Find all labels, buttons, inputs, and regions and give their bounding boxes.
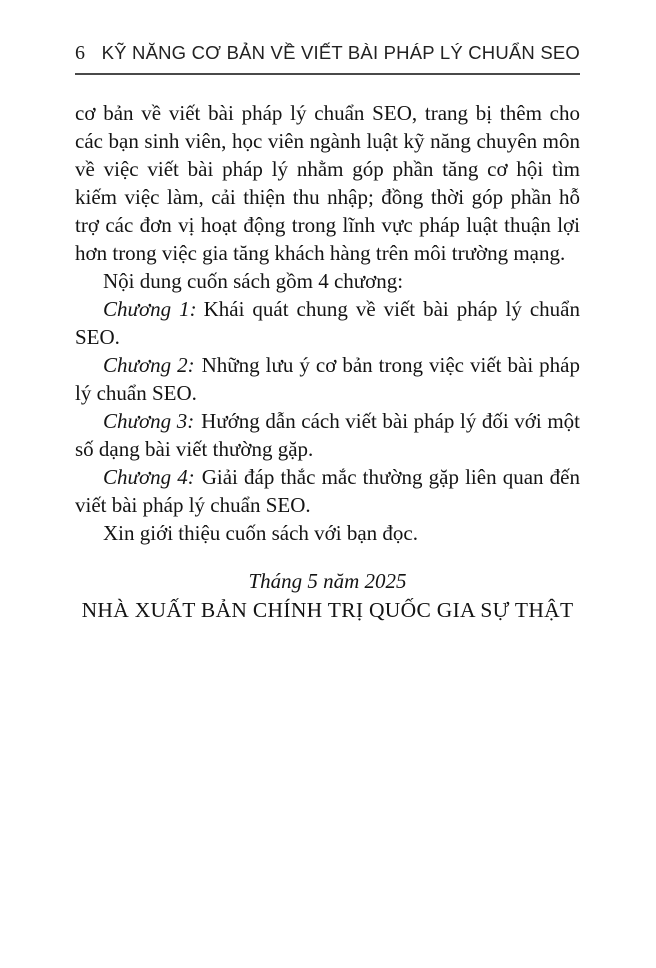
chapter-3-description: Hướng dẫn cách viết bài pháp lý đối với một số dạng bài viết thường gặp. [75,409,580,461]
chapter-3-label: Chương 3: [103,409,195,433]
paragraph-chapter-1 [75,295,580,351]
paragraph-chapter-3 [75,407,580,463]
paragraph-continuation: cơ bản về viết bài pháp lý chuẩn SEO, trang bị thêm cho các bạn sinh viên, học viên ngành luật kỹ năng chuyên môn về việc viết bài pháp lý nhằm góp phần tăng cơ hội tìm kiếm việc làm, cải thiện thu nhập; đồng thời góp phần hỗ trợ các đơn vị hoạt động trong lĩnh vực pháp luật thuận lợi hơn trong việc gia tăng khách hàng trên môi trường mạng. [75,101,580,265]
publisher-name: NHÀ XUẤT BẢN CHÍNH TRỊ QUỐC GIA SỰ THẬT [81,598,574,622]
chapter-4-description: Giải đáp thắc mắc thường gặp liên quan đến viết bài pháp lý chuẩn SEO. [75,465,580,517]
chapter-1-label: Chương 1: [103,297,197,321]
running-title: KỸ NĂNG CƠ BẢN VỀ VIẾT BÀI PHÁP LÝ CHUẨN SEO [101,42,580,63]
running-header [75,42,580,75]
page-body [75,99,580,547]
chapter-2-description: Những lưu ý cơ bản trong việc viết bài pháp lý chuẩn SEO. [75,353,581,405]
paragraph-contents-intro: Nội dung cuốn sách gồm 4 chương: [103,269,404,293]
chapter-1-description: Khái quát chung về viết bài pháp lý chuẩn SEO. [75,297,580,349]
page-number: 6 [75,42,85,64]
publish-date: Tháng 5 năm 2025 [248,569,407,593]
paragraph-chapter-4 [75,463,580,519]
chapter-4-label: Chương 4: [103,465,195,489]
colophon [75,567,580,625]
paragraph-chapter-2 [75,351,580,407]
paragraph-closing: Xin giới thiệu cuốn sách với bạn đọc. [103,521,418,545]
chapter-2-label: Chương 2: [103,353,195,377]
